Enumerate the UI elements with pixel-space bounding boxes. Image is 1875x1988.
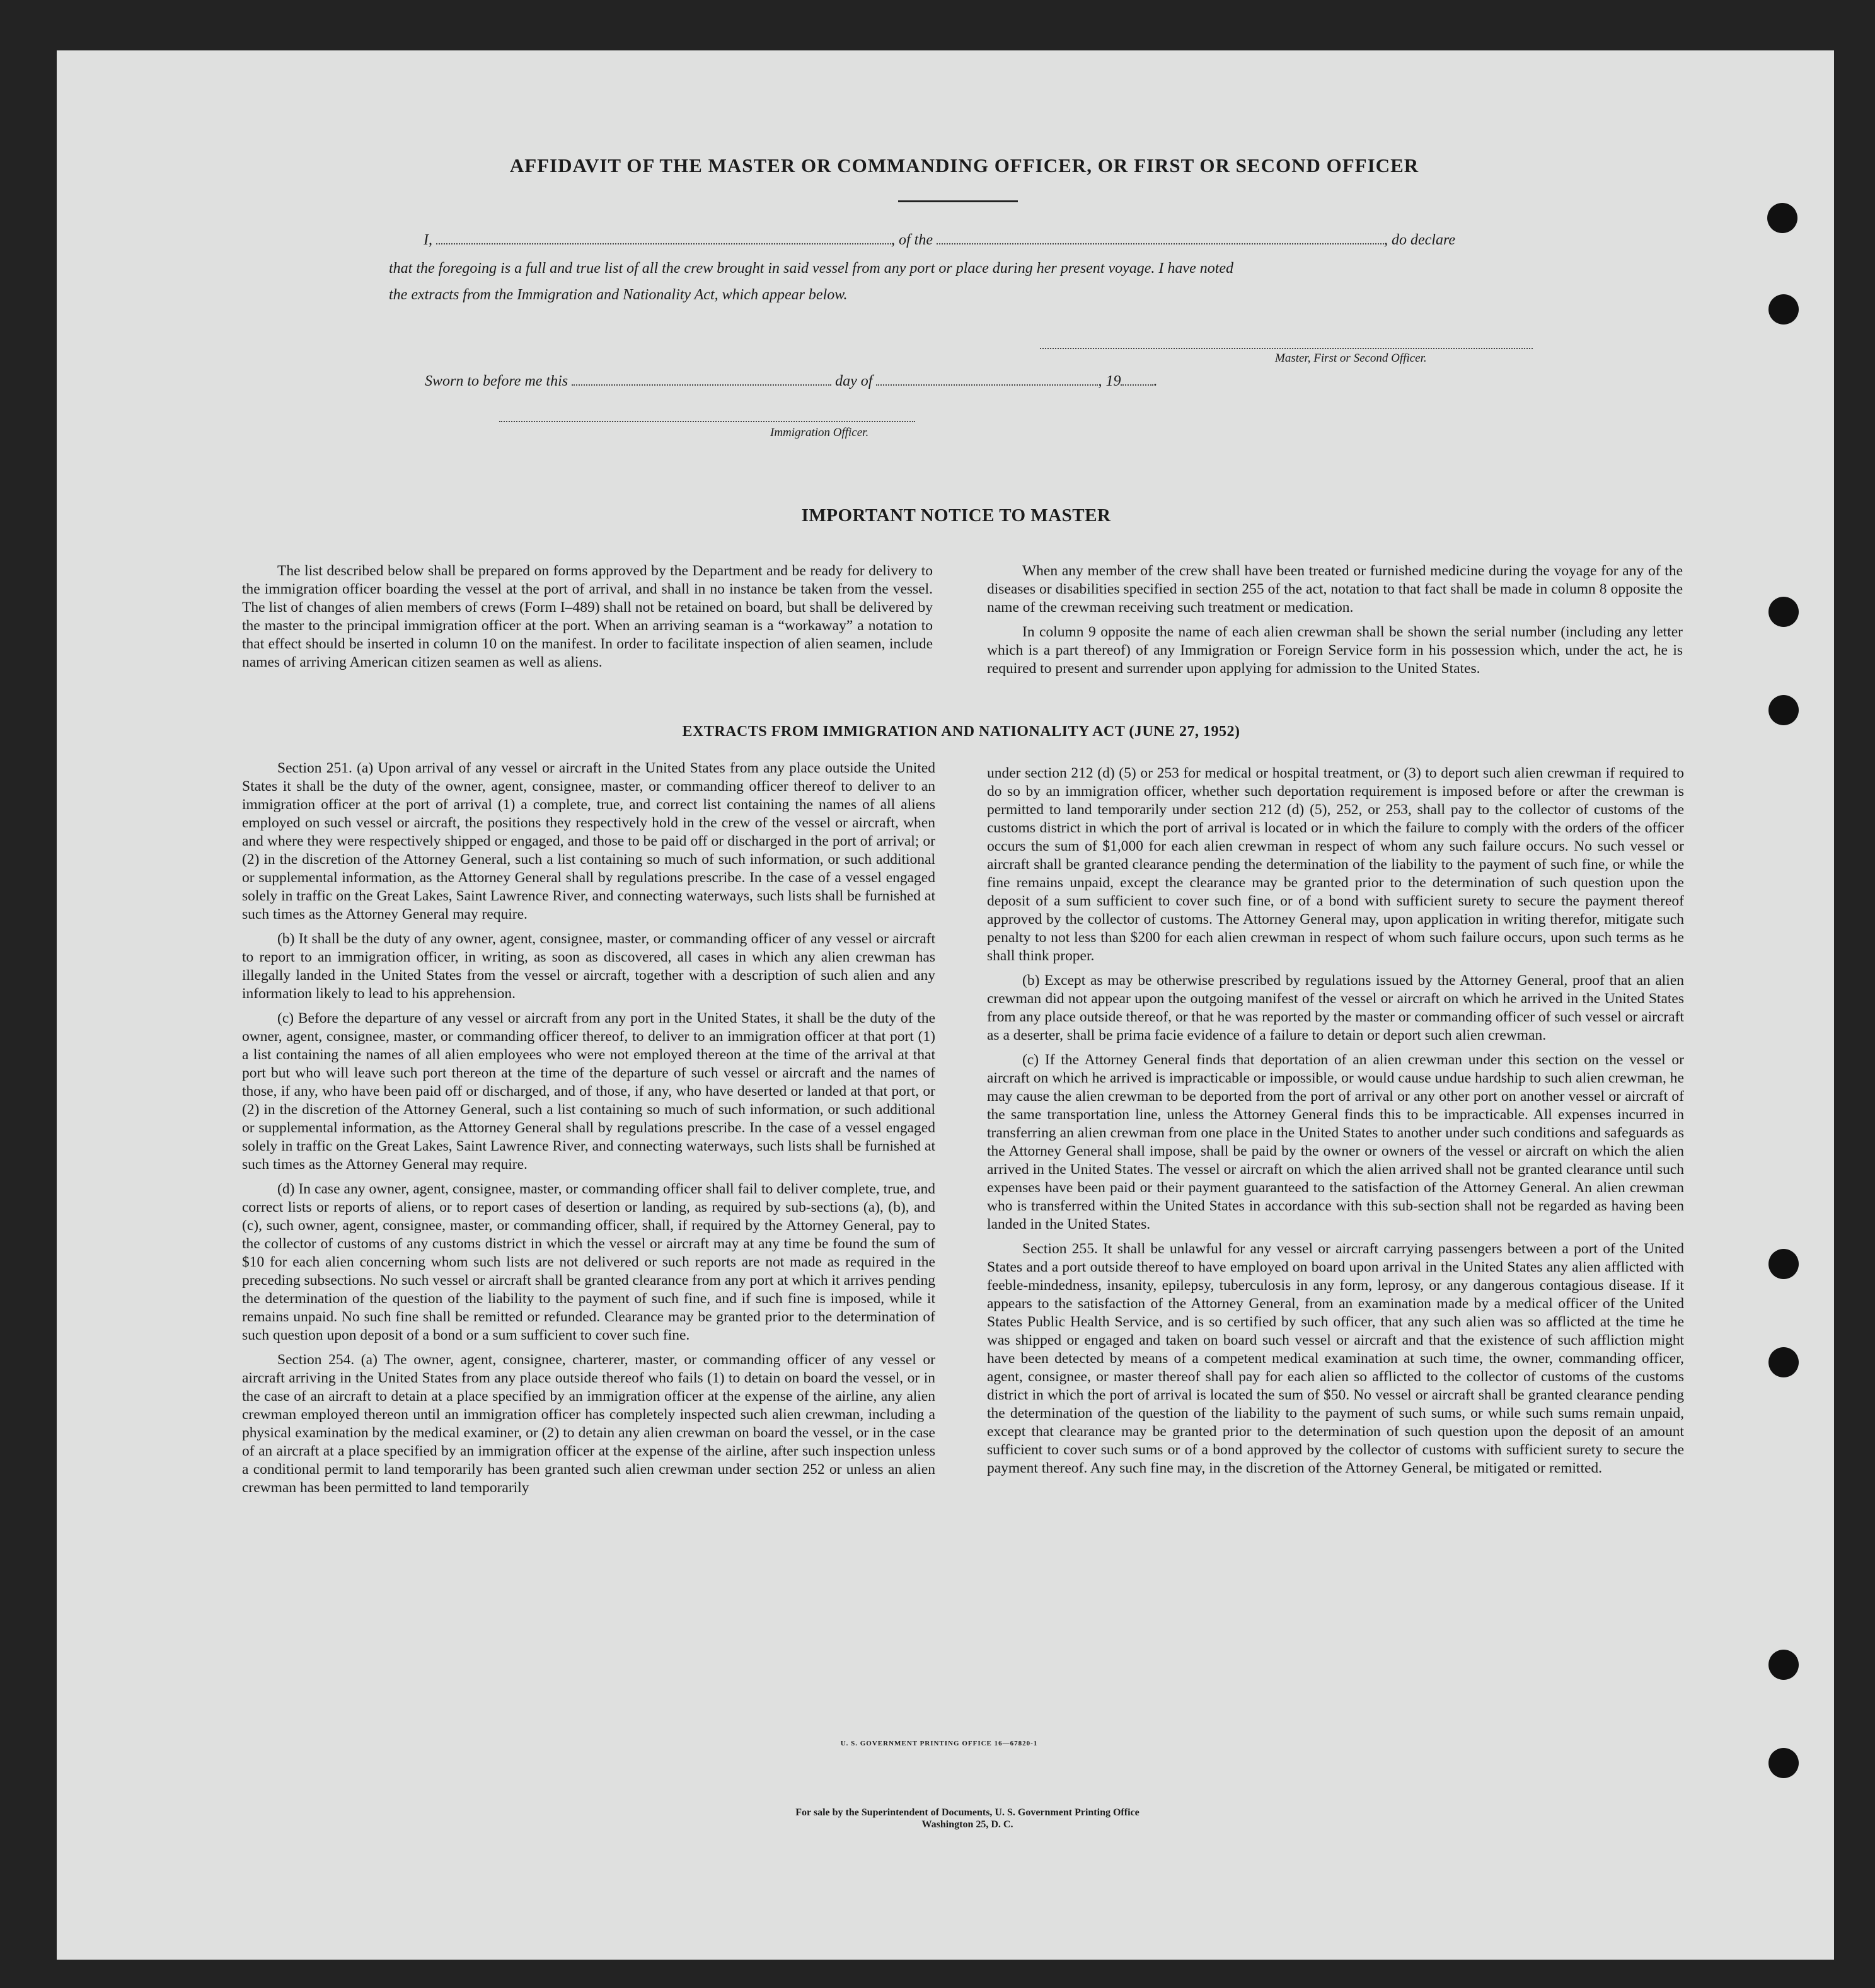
declaration-line-3: the extracts from the Immigration and Nationality Act, which appear below. [389,287,848,303]
section-254-b: (b) Except as may be otherwise prescribed by regulations issued by the Attorney General, proof that an alien crewman did not appear upon the outgoing manifest of the vessel or aircraft on which he arrived in the United States from any place outside thereof, or that he was reported by the master or commanding officer of such vessel or aircraft as a deserter, shall be prima facie evidence of a failure to detain or deport such alien crewman. [987,972,1684,1043]
section-254-a-continued: under section 212 (d) (5) or 253 for medical or hospital treatment, or (3) to deport such alien crewman if required to do so by an immigration officer, whether such deportation requirement is imposed before or after the crewman is permitted to land temporarily under section 212 (d) (5), 252, or 253, shall pay to the collector of customs of the customs district in which the port of arrival is located or in which the failure to comply with the orders of the officer occurs the sum of $1,000 for each alien crewman in respect of whom any such failure occurs. No such vessel or aircraft shall be granted clearance pending the determination of the liability to the payment of such fine, or while the fine remains unpaid, except the clearance may be granted prior to the determination of such question upon the deposit of a sum sufficient to cover such fine, or of a bond with sufficient surety to secure the payment thereof approved by the collector of customs. The Attorney General may, upon application in writing therefor, mitigate such penalty to not less than $200 for each alien crewman in respect of whom such failure occurs, upon such terms as he shall think proper. [987,765,1684,964]
sale-line-2: Washington 25, D. C. [921,1819,1013,1830]
officer-signature-line[interactable] [499,421,915,422]
section-254-c: (c) If the Attorney General finds that deportation of an alien crewman under this section on the vessel or aircraft on which he arrived is impracticable or impossible, or would cause undue hardship to such alien crewman, he may cause the alien crewman to be deported from the port of arrival or any other port on another vessel or aircraft of the same transportation line, unless the Attorney General finds this to be impracticable. All expenses incurred in transferring an alien crewman from one place in the United States to another under such conditions and safeguards as the Attorney General shall impose, shall be paid by the owner or owners of the vessel or aircraft on which the alien arrived in the United States. The vessel or aircraft on which the alien arrived shall not be granted clearance until such expenses have been paid or their payment guaranteed to the satisfaction of the Attorney General. An alien crewman who is transferred within the United States in accordance with this sub-section shall not be regarded as having been landed in the United States. [987,1052,1684,1232]
extracts-title: EXTRACTS FROM IMMIGRATION AND NATIONALITY ACT (JUNE 27, 1952) [682,723,1240,740]
binder-hole [1768,695,1799,725]
notice-left-paragraph: The list described below shall be prepared on forms approved by the Department and be ready for delivery to the immigration officer boarding the vessel at the port of arrival, and shall in no instance be taken from the vessel. The list of changes of alien members of crews (Form I–489) shall not be retained on board, but shall be delivered by the master to the principal immigration officer at the port. When an arriving seaman is a “workaway” a notation to that effect should be inserted in column 10 on the manifest. In order to facilitate inspection of alien seamen, include names of arriving American citizen seamen as well as aliens. [242,563,933,670]
sworn-line: Sworn to before me this day of , 19 . [425,373,1158,389]
sale-line-1: For sale by the Superintendent of Documents, U. S. Government Printing Office [795,1807,1139,1818]
sale-notice [0,1807,1875,1830]
section-251-d: (d) In case any owner, agent, consignee, master, or commanding officer shall fail to deliver complete, true, and correct lists or reports of aliens, or to report cases of desertion or landing, as required by sub-sections (a), (b), and (c), such owner, agent, consignee, master, or commanding officer, shall, if required by the Attorney General, pay to the collector of customs of any customs district in which the vessel or aircraft may at any time be found the sum of $10 for each alien concerning whom such lists are not delivered or such reports are not made as required in the preceding subsections. No such vessel or aircraft shall be granted clearance from any port at which it arrives pending the determination of the question of the liability to the payment of such fine, and if such fine is imposed, while it remains unpaid. No such fine shall be remitted or refunded. Clearance may be granted prior to the determination of such question upon deposit of a bond or a sum sufficient to cover such fine. [242,1181,935,1343]
printing-office-line: U. S. GOVERNMENT PRINTING OFFICE 16—67820-1 [840,1740,1038,1747]
master-caption: Master, First or Second Officer. [1275,352,1427,365]
extracts-right-column [987,764,1684,1484]
label-sworn: Sworn to before me this [425,373,568,389]
binder-hole [1768,294,1799,325]
binder-hole [1768,1748,1799,1778]
section-251-b: (b) It shall be the duty of any owner, agent, consignee, master, or commanding officer of any vessel or aircraft to report to an immigration officer, in writing, as soon as discovered, all cases in which any alien crewman has illegally landed in the United States from the vessel or aircraft, together with a description of such alien and any information likely to lead to his apprehension. [242,931,935,1002]
sworn-month-field[interactable] [876,373,1098,386]
master-signature-line[interactable] [1040,348,1533,349]
label-day-of: day of [835,373,873,389]
label-of-the: , of the [891,232,933,248]
title-rule [898,200,1018,202]
vessel-name-field[interactable] [937,232,1384,244]
sworn-day-field[interactable] [572,373,831,386]
section-251-a: Section 251. (a) Upon arrival of any vessel or aircraft in the United States from any place outside the United States it shall be the duty of the owner, agent, consignee, master, or commanding officer thereof to deliver to an immigration officer at the port of arrival (1) a complete, true, and correct list containing the names of all aliens employed on such vessel or aircraft, the positions they respectively hold in the crew of the vessel or aircraft, when and where they were respectively shipped or engaged, and those to be paid off or discharged in the port of arrival; or (2) in the discretion of the Attorney General, such a list containing so much of such information, or such additional or supplemental information, as the Attorney General shall by regulations prescribe. In the case of a vessel engaged solely in traffic on the Great Lakes, Saint Lawrence River, and connecting waterways, such lists shall be furnished at such times as the Attorney General may require. [242,760,935,922]
label-do-declare: , do declare [1384,232,1456,248]
binder-hole [1767,203,1797,233]
notice-left-column [242,562,933,678]
section-255: Section 255. It shall be unlawful for any vessel or aircraft carrying passengers between a port of the United States and a port outside thereof to have employed on board upon arrival in the United States any alien afflicted with feeble-mindedness, insanity, epilepsy, tuberculosis in any form, leprosy, or any dangerous contagious disease. If it appears to the satisfaction of the Attorney General, from an examination made by a medical officer of the United States Public Health Service, and is so certified by such officer, that any such alien was so afflicted at the time he was shipped or engaged and taken on board such vessel or aircraft and that the existence of such affliction might have been detected by means of a competent medical examination at such time, the owner, commanding officer, agent, consignee, or master thereof shall pay for each alien so afflicted to the collector of customs of the customs district in which the port of arrival is located the sum of $50. No vessel or aircraft shall be granted clearance pending the determination of the question of the liability to the payment of such sums, or while such sums remain unpaid, except that clearance may be granted prior to the determination of such question upon the deposit of an amount sufficient to cover such sums or of a bond approved by the collector of customs with sufficient surety to secure the payment thereof. Any such fine may, in the discretion of the Attorney General, be mitigated or remitted. [987,1241,1684,1476]
declarant-line [424,232,1455,249]
officer-caption: Immigration Officer. [770,426,869,439]
label-year: , 19 [1098,373,1121,389]
notice-title: IMPORTANT NOTICE TO MASTER [801,505,1111,526]
affidavit-title: AFFIDAVIT OF THE MASTER OR COMMANDING OFFICER, OR FIRST OR SECOND OFFICER [509,154,1419,176]
binder-hole [1768,1249,1799,1279]
extracts-left-column [242,759,935,1503]
notice-right-column [987,562,1683,684]
label-i: I, [424,232,432,248]
declaration-line-2: that the foregoing is a full and true list of all the crew brought in said vessel from any port or place during her present voyage. I have noted [389,260,1234,277]
binder-hole [1768,1650,1799,1680]
notice-right-paragraph: When any member of the crew shall have been treated or furnished medicine during the voyage for any of the diseases or disabilities specified in section 255 of the act, notation to that fact shall be made in column 8 opposite the name of the crewman receiving such treatment or medication. [987,563,1683,616]
section-251-c: (c) Before the departure of any vessel or aircraft from any port in the United States, it shall be the duty of the owner, agent, consignee, master, or commanding officer thereof, to deliver to an immigration officer at that port (1) a list containing the names of all alien employees who were not employed thereon at the time of the arrival at that port but who will leave such port thereon at the time of the departure of such vessel or aircraft and the names of those, if any, who have been paid off or discharged, and of those, if any, who have deserted or landed at that port, or (2) in the discretion of the Attorney General, such a list containing so much of such information, or such additional or supplemental information, as the Attorney General shall by regulations prescribe. In the case of a vessel engaged solely in traffic on the Great Lakes, Saint Lawrence River, and connecting waterways, such lists shall be furnished at such times as the Attorney General may require. [242,1010,935,1173]
binder-hole [1768,597,1799,627]
notice-right-paragraph: In column 9 opposite the name of each alien crewman shall be shown the serial number (including any letter which is a part thereof) of any Immigration or Foreign Service form in his possession which, under the act, he is required to present and surrender upon applying for admission to the United States. [987,624,1683,677]
binder-hole [1768,1347,1799,1377]
section-254-a: Section 254. (a) The owner, agent, consignee, charterer, master, or commanding officer of any vessel or aircraft arriving in the United States from any place outside thereof who fails (1) to detain on board the vessel, or in the case of an aircraft to detain at a place specified by an immigration officer at the expense of the airline, any alien crewman employed thereon until an immigration officer has completely inspected such alien crewman, including a physical examination by the medical examiner, or (2) to detain any alien crewman on board the vessel, or in the case of an aircraft at a place specified by an immigration officer at the expense of the airline, after such inspection unless a conditional permit to land temporarily has been granted such alien crewman under section 252 or unless an alien crewman has been permitted to land temporarily [242,1352,935,1496]
sworn-year-field[interactable] [1121,373,1153,386]
declarant-name-field[interactable] [436,232,891,244]
